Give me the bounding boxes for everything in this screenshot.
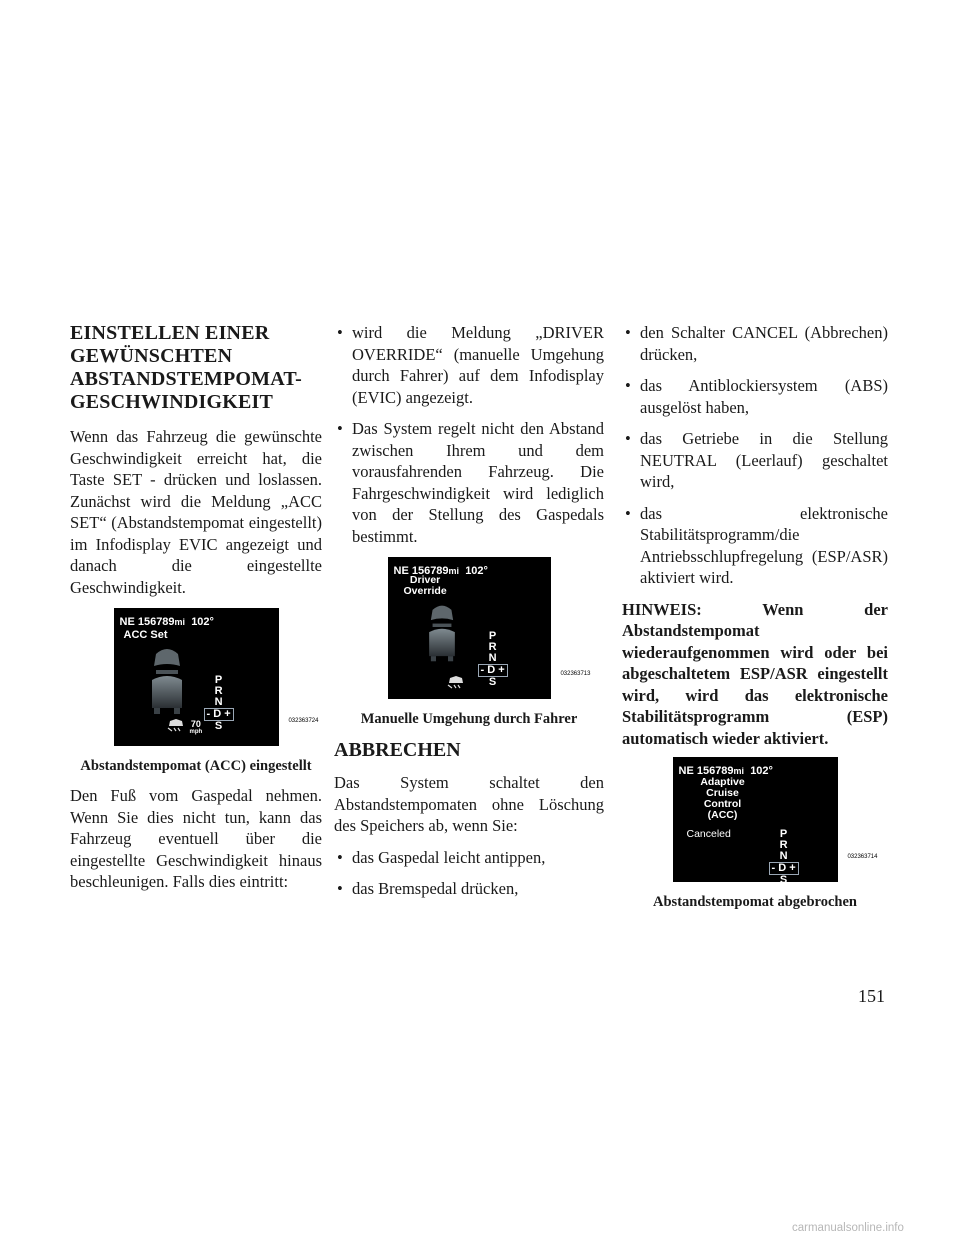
gear-indicator: P R N - D + S	[478, 631, 508, 688]
heading-line: ABSTANDSTEMPOMAT-	[70, 368, 302, 390]
evic-display-acc-canceled	[673, 757, 838, 882]
list-item: • das Gaspedal leicht antippen,	[337, 847, 546, 867]
display-status-line: NE 156789mi 102°	[678, 765, 773, 777]
heading-line: EINSTELLEN EINER	[70, 322, 270, 344]
figure-driver-override	[334, 557, 604, 730]
set-speed-readout: 70 mph	[189, 719, 203, 735]
list-item: • das Getriebe in die Stellung NEUTRAL (Leerlauf) geschaltet wird,	[625, 429, 888, 491]
heading-line: GEWÜNSCHTEN	[70, 345, 233, 367]
section-heading-abbrechen: ABBRECHEN	[334, 739, 461, 761]
evic-display-driver-override	[388, 557, 551, 699]
heading-line: GESCHWINDIGKEIT	[70, 391, 274, 413]
column-3	[622, 322, 888, 921]
display-message: Adaptive Cruise Control (ACC)	[700, 776, 745, 821]
display-status-line: NE 156789mi 102°	[119, 616, 214, 628]
acc-distance-icon	[166, 718, 186, 732]
figure-acc-canceled	[622, 757, 888, 913]
list-item: • Das System regelt nicht den Abstand zwischen Ihrem und dem vorausfahrenden Fahrzeug. Die Fahrgeschwindigkeit wird lediglich von der Stellung des Gaspedals bestimmt.	[337, 419, 604, 546]
paragraph-set-speed: Wenn das Fahrzeug die gewünschte Geschwindigkeit erreicht hat, die Taste SET - drücken und loslassen. Zunächst wird die Meldung „ACC SET“ (Abstandstempomat eingestellt) im Infodisplay EVIC angezeigt und danach die eingestellte Geschwindigkeit.	[70, 427, 322, 597]
paragraph-cancel-intro: Das System schaltet den Abstandstempomaten ohne Löschung des Speichers ab, wenn Sie:	[334, 773, 604, 835]
figure-caption: Abstandstempomat (ACC) eingestellt	[80, 757, 312, 774]
section-heading-einstellen	[70, 322, 322, 414]
list-item: • das Bremspedal drücken,	[337, 879, 519, 898]
figure-acc-set	[70, 608, 322, 777]
figure-caption: Abstandstempomat abgebrochen	[653, 893, 857, 910]
column-1	[70, 322, 322, 903]
list-item: • das Antiblockiersystem (ABS) ausgelöst haben,	[625, 376, 888, 417]
car-rear-icon	[150, 646, 184, 716]
figure-code: 032363714	[847, 853, 878, 860]
paragraph-release-pedal: Den Fuß vom Gaspedal nehmen. Wenn Sie dies nicht tun, kann das Fahrzeug eventuell über die eingestellte Geschwindigkeit hinaus beschleunigen. Falls dies eintritt:	[70, 786, 322, 891]
gear-indicator: P R N - D + S	[769, 829, 799, 882]
figure-caption: Manuelle Umgehung durch Fahrer	[360, 710, 578, 727]
column-2	[334, 322, 604, 910]
evic-display-acc-set	[114, 608, 279, 746]
acc-distance-icon	[446, 675, 466, 689]
figure-code: 032363724	[288, 717, 319, 724]
display-message: ACC Set	[123, 629, 168, 641]
note-esp-reactivation: HINWEIS: Wenn der Abstandstempomat wiederaufgenommen wird oder bei abgeschaltetem ESP/ASR eingestellt wird, wird das elektronische Stabilitätsprogramm (ESP) automatisch wieder aktiviert.	[622, 599, 888, 748]
gear-indicator: P R N - D + S	[204, 675, 234, 732]
car-rear-icon	[426, 603, 458, 663]
page-number: 151	[858, 986, 885, 1006]
watermark: carmanualsonline.info	[792, 1222, 904, 1234]
list-item: • den Schalter CANCEL (Abbrechen) drücken,	[625, 323, 888, 364]
list-item: • wird die Meldung „DRIVER OVERRIDE“ (manuelle Umgehung durch Fahrer) auf dem Infodisplay (EVIC) angezeigt.	[337, 323, 604, 407]
display-message: Driver Override	[403, 574, 447, 597]
list-item: • das elektronische Stabilitätsprogramm/die Antriebsschlupfregelung (ESP/ASR) aktiviert wird.	[625, 503, 888, 587]
figure-code: 032363713	[560, 670, 591, 677]
display-status-line: NE 156789mi 102°	[393, 565, 488, 577]
display-status-canceled: Canceled	[686, 828, 731, 840]
